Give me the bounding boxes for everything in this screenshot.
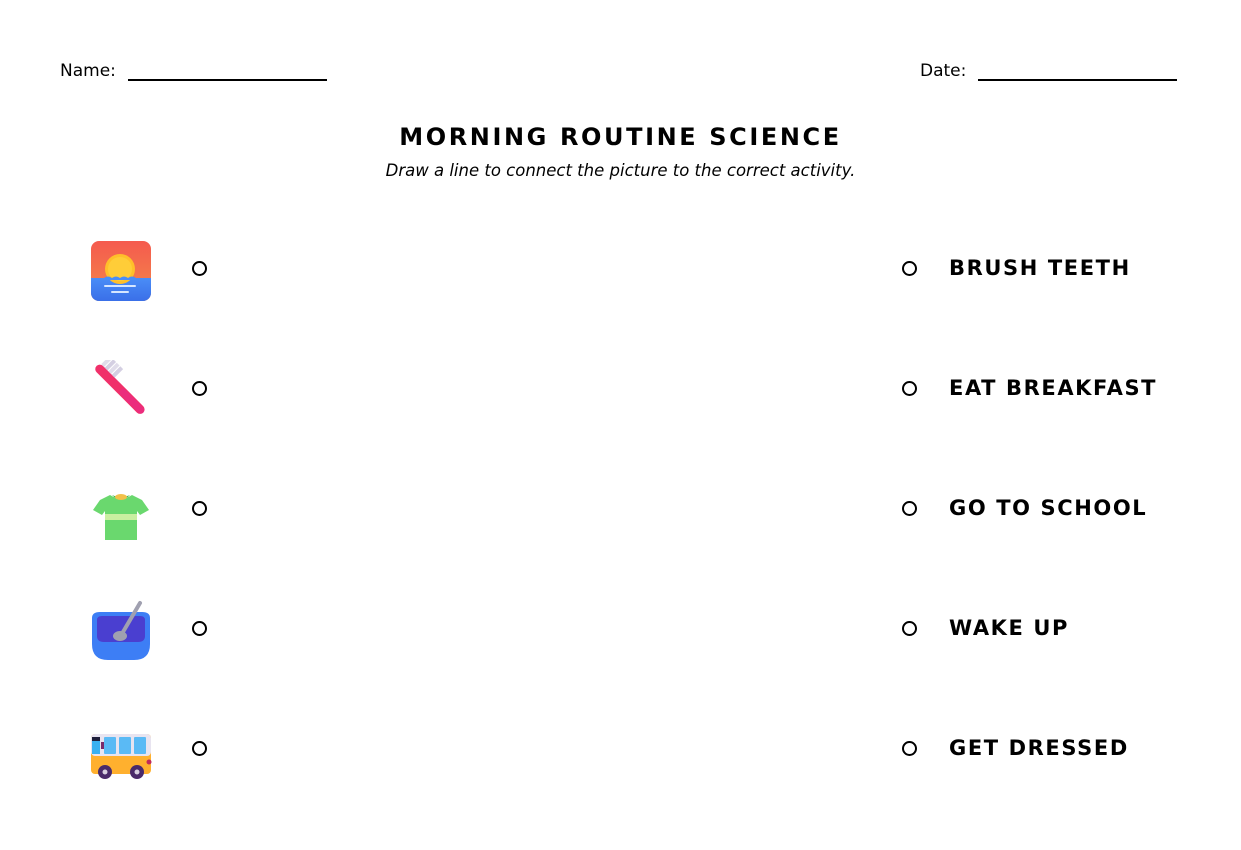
activity-connector-dot[interactable] [902, 741, 917, 756]
sunrise-icon [90, 240, 152, 302]
toothbrush-icon [90, 360, 152, 422]
activity-connector-dot[interactable] [902, 621, 917, 636]
picture-connector-dot[interactable] [192, 621, 207, 636]
name-blank-line[interactable] [128, 79, 327, 81]
worksheet-instructions: Draw a line to connect the picture to the correct activity. [385, 161, 856, 180]
activity-connector-dot[interactable] [902, 381, 917, 396]
match-row-4 [0, 600, 1241, 670]
activity-label: EAT BREAKFAST [949, 376, 1158, 400]
picture-connector-dot[interactable] [192, 381, 207, 396]
name-label: Name: [60, 61, 116, 81]
bus-icon [90, 720, 152, 782]
picture-connector-dot[interactable] [192, 741, 207, 756]
cereal-bowl-icon [90, 600, 152, 662]
activity-label: GO TO SCHOOL [949, 496, 1148, 520]
picture-connector-dot[interactable] [192, 501, 207, 516]
date-blank-line[interactable] [978, 79, 1177, 81]
picture-connector-dot[interactable] [192, 261, 207, 276]
activity-connector-dot[interactable] [902, 501, 917, 516]
activity-label: BRUSH TEETH [949, 256, 1131, 280]
t-shirt-icon [90, 480, 152, 542]
match-row-2 [0, 360, 1241, 430]
name-field[interactable] [60, 60, 327, 82]
match-row-3 [0, 480, 1241, 550]
activity-connector-dot[interactable] [902, 261, 917, 276]
match-row-5 [0, 720, 1241, 790]
activity-label: WAKE UP [949, 616, 1070, 640]
date-field[interactable] [920, 60, 1177, 82]
match-row-1 [0, 240, 1241, 310]
worksheet-title: MORNING ROUTINE SCIENCE [399, 123, 842, 151]
date-label: Date: [920, 61, 967, 81]
activity-label: GET DRESSED [949, 736, 1129, 760]
